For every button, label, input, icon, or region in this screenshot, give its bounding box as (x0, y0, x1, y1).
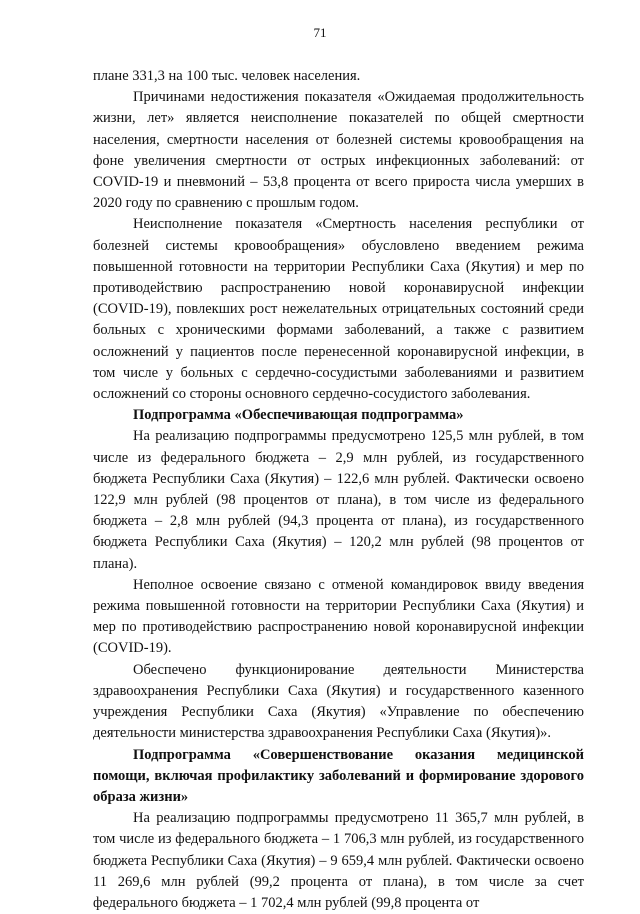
subprogram-heading-medical-care: Подпрограмма «Совершенствование оказания медицинской помощи, включая профилактику заболеваний и формирование здорового образа жизни» (93, 746, 584, 805)
paragraph-life-expectancy-reasons: Причинами недостижения показателя «Ожидаемая продолжительность жизни, лет» является неисполнение показателей по общей смертности населения, смертности населения от болезней системы кровообращения на фоне увеличения смертности от острых инфекционных заболеваний: от COVID-19 и пневмоний – 53,8 процента от всего прироста числа умерших в 2020 году по сравнению с прошлым годом. (93, 89, 584, 212)
paragraph-support-funding: На реализацию подпрограммы предусмотрено 125,5 млн рублей, в том числе из федерального бюджета – 2,9 млн рублей, из государственного бюджета Республики Саха (Якутия) – 122,6 млн рублей. Фактически освоено 122,9 млн рублей (98 процентов от плана), в том числе из федерального бюджета – 2,8 млн рублей (94,3 процента от плана), из государственного бюджета Республики Саха (Якутия) – 120,2 млн рублей (98 процентов от плана). (93, 428, 584, 572)
paragraph-ministry-operations: Обеспечено функционирование деятельности Министерства здравоохранения Республики Саха (Якутия) и государственного казенного учреждения Республики Саха (Якутия) «Управление по обеспечению деятельности министерства здравоохранения Республики Саха (Якутия)». (93, 661, 584, 742)
paragraph-circulatory-mortality: Неисполнение показателя «Смертность населения республики от болезней системы кровообращения» обусловлено введением режима повышенной готовности на территории Республики Саха (Якутия) и мер по противодействию распространению новой коронавирусной инфекции (COVID-19), повлекших рост нежелательных отрицательных состояний среди больных с хроническими формами заболеваний, а также с развитием осложнений у пациентов после перенесенной коронавирусной инфекции, в том числе у больных с сердечно-сосудистыми заболеваниями и развитием осложнений со стороны основного сердечно-сосудистого заболевания. (93, 216, 584, 403)
page-number: 71 (313, 25, 327, 40)
subprogram-heading-support: Подпрограмма «Обеспечивающая подпрограмма» (133, 407, 464, 424)
paragraph-incomplete-spending: Неполное освоение связано с отменой командировок ввиду введения режима повышенной готовности на территории Республики Саха (Якутия) и мер по противодействию распространению новой коронавирусной инфекции (COVID-19). (93, 576, 584, 657)
paragraph-population-rate: плане 331,3 на 100 тыс. человек населения. (93, 68, 361, 84)
document-body (93, 66, 584, 914)
paragraph-medical-care-funding: На реализацию подпрограммы предусмотрено 11 365,7 млн рублей, в том числе из федерального бюджета – 1 706,3 млн рублей, из государственного бюджета Республики Саха (Якутия) – 9 659,4 млн рублей. Фактически освоено 11 269,6 млн рублей (99,2 процента от плана), в том числе за счет федерального бюджета – 1 702,4 млн рублей (99,8 процента от (93, 810, 584, 911)
